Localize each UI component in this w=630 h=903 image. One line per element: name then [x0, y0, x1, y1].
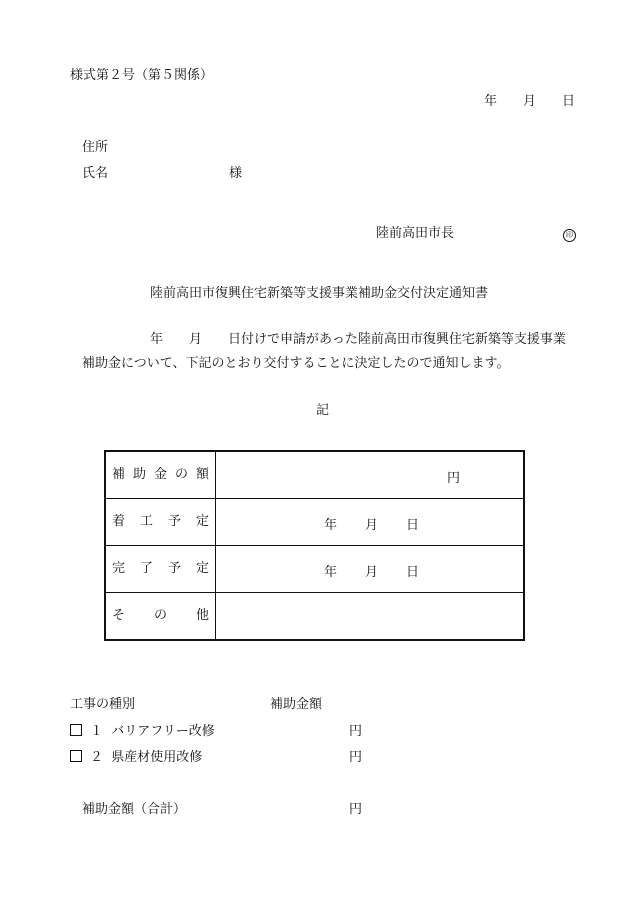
label-completion-date: 完 了 予 定	[105, 546, 216, 593]
work-item-barrier-free: １ バリアフリー改修	[70, 724, 215, 740]
work-item-prefectural-timber-unit: 円	[349, 750, 363, 765]
work-item-prefectural-timber: ２ 県産材使用改修	[70, 750, 202, 766]
issue-date	[484, 94, 575, 110]
body-date-year: 年	[150, 332, 164, 347]
issue-date-year: 年	[484, 94, 498, 109]
work-type-header: 工事の種別	[70, 697, 136, 712]
table-row-start	[105, 499, 524, 546]
body-date-month: 月	[189, 332, 203, 347]
amount-unit: 円	[447, 471, 461, 486]
label-subsidy-amount: 補 助 金 の 額	[105, 451, 216, 499]
label-other: そ の 他	[105, 593, 216, 641]
body-line-1	[150, 332, 566, 348]
seal-icon: 印	[563, 229, 576, 242]
value-completion-date: 年 月 日	[216, 546, 525, 593]
issuer-name: 陸前高田市長	[376, 226, 455, 241]
honorific: 様	[229, 166, 243, 181]
total-label: 補助金額（合計）	[82, 802, 187, 817]
issue-date-month: 月	[523, 94, 537, 109]
body-line-2: 補助金について、下記のとおり交付することに決定したので通知します。	[82, 356, 510, 371]
form-number: 様式第２号（第５関係）	[70, 68, 214, 83]
table-row-amount	[105, 451, 524, 499]
checkbox-icon[interactable]	[70, 724, 82, 736]
name-label: 氏名	[82, 166, 109, 181]
address-label: 住所	[82, 140, 109, 155]
issue-date-day: 日	[562, 94, 576, 109]
value-subsidy-amount	[216, 451, 525, 499]
checkbox-icon[interactable]	[70, 750, 82, 762]
value-other	[216, 593, 525, 641]
ki-heading: 記	[316, 403, 330, 418]
table-row-completion	[105, 546, 524, 593]
body-line-1-text: 日付けで申請があった陸前高田市復興住宅新築等支援事業	[228, 332, 566, 347]
label-start-date: 着 工 予 定	[105, 499, 216, 546]
work-item-barrier-free-unit: 円	[349, 724, 363, 739]
total-unit: 円	[349, 802, 363, 817]
subsidy-info-table	[104, 450, 525, 641]
document-title: 陸前高田市復興住宅新築等支援事業補助金交付決定通知書	[150, 286, 489, 301]
subsidy-amount-header: 補助金額	[270, 697, 323, 712]
value-start-date: 年 月 日	[216, 499, 525, 546]
table-row-other	[105, 593, 524, 641]
